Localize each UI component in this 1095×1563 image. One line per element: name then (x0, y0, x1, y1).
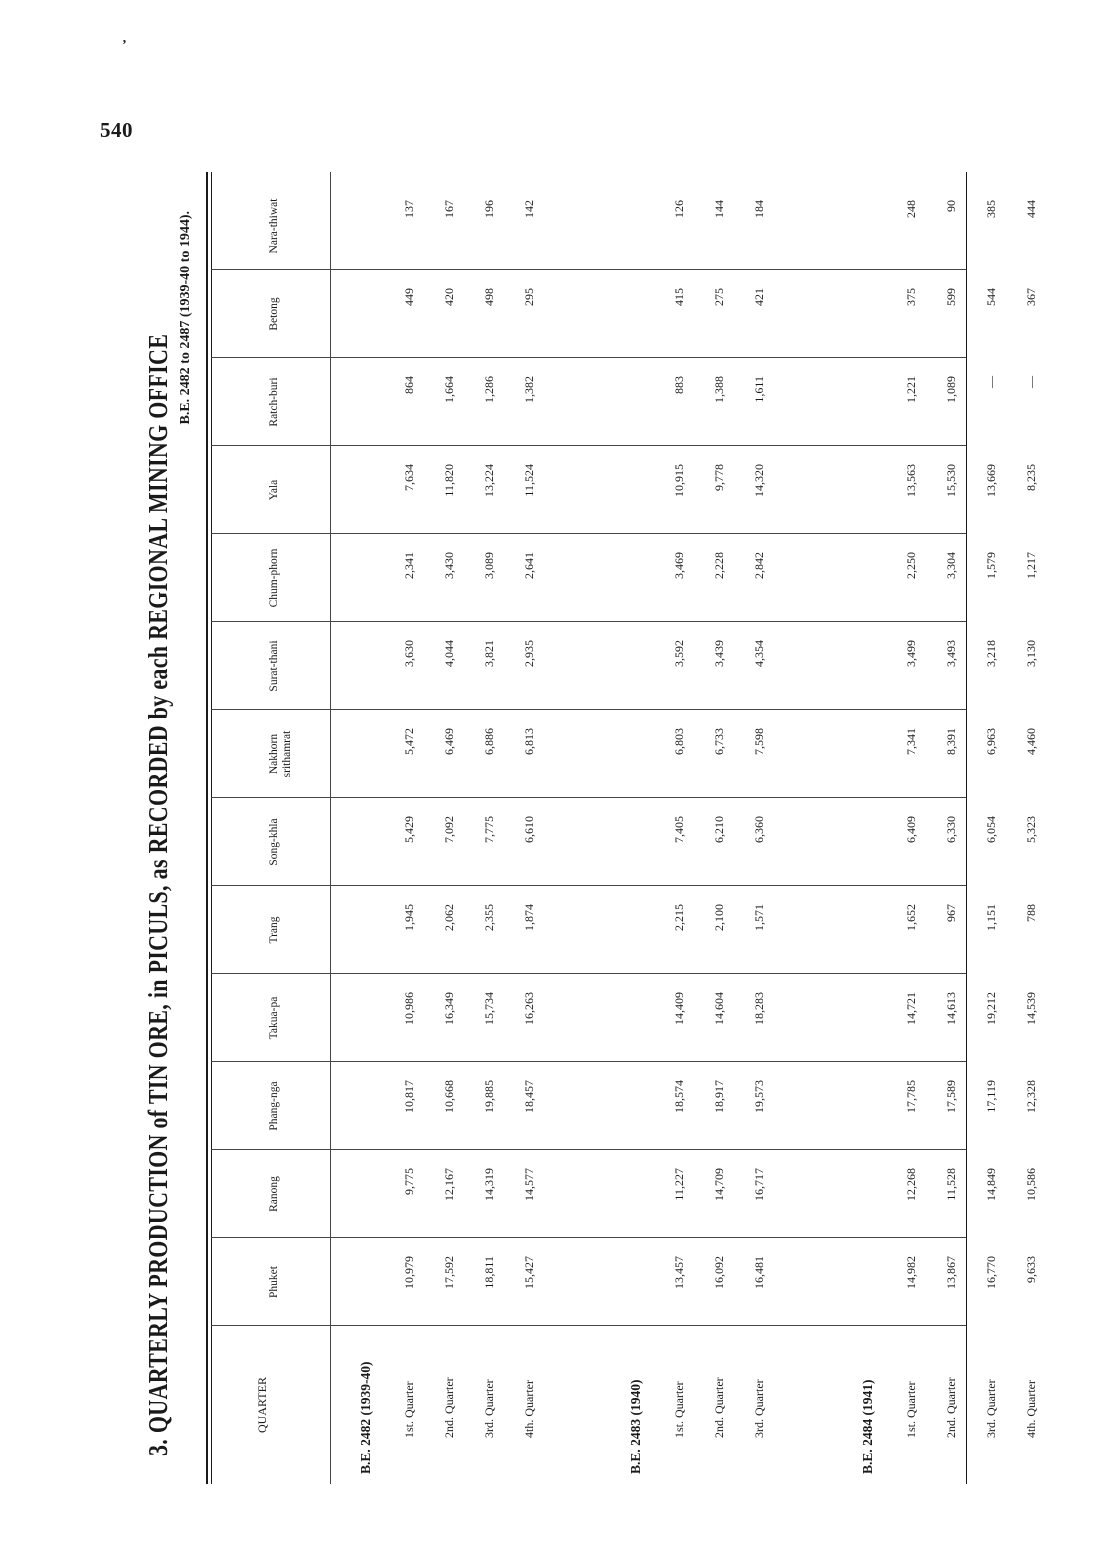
table-cell: 8,235 (1024, 464, 1038, 491)
table-cell: 1,664 (442, 376, 456, 403)
table-cell: 248 (904, 200, 918, 218)
table-cell: 4,460 (1024, 728, 1038, 755)
table-cell: 18,574 (672, 1080, 686, 1113)
table-cell: 544 (984, 288, 998, 306)
table-cell: 13,224 (482, 464, 496, 497)
table-cell: 1,571 (752, 904, 766, 931)
header-rule (330, 172, 331, 1484)
table-cell: 15,530 (944, 464, 958, 497)
table-cell: 16,770 (984, 1256, 998, 1289)
table-cell: 7,775 (482, 816, 496, 843)
table-cell: 18,917 (712, 1080, 726, 1113)
table-cell: 3,469 (672, 552, 686, 579)
table-cell: 3,493 (944, 640, 958, 667)
table-date-range: B.E. 2482 to 2487 (1939-40 to 1944). (178, 211, 193, 425)
table-cell: 1,221 (904, 376, 918, 403)
quarter-label: 1st. Quarter (402, 1381, 416, 1438)
table-cell: 14,409 (672, 992, 686, 1025)
table-cell: 2,062 (442, 904, 456, 931)
table-cell: 3,089 (482, 552, 496, 579)
column-header: Song-khla (268, 818, 280, 866)
table-cell: 295 (522, 288, 536, 306)
table-cell: 17,592 (442, 1256, 456, 1289)
table-cell: 16,717 (752, 1168, 766, 1201)
table-cell: 10,586 (1024, 1168, 1038, 1201)
table-cell: 10,915 (672, 464, 686, 497)
quarter-label: 4th. Quarter (522, 1380, 536, 1438)
table-cell: 18,811 (482, 1256, 496, 1289)
table-cell: 6,360 (752, 816, 766, 843)
column-divider (211, 269, 966, 270)
table-cell: 14,604 (712, 992, 726, 1025)
table-cell: 2,935 (522, 640, 536, 667)
column-divider (211, 445, 966, 446)
table-cell: 184 (752, 200, 766, 218)
table-cell: 7,092 (442, 816, 456, 843)
table-cell: 498 (482, 288, 496, 306)
table-cell: 6,963 (984, 728, 998, 755)
table-cell: 1,945 (402, 904, 416, 931)
table-cell: 13,669 (984, 464, 998, 497)
table-cell: 16,263 (522, 992, 536, 1025)
column-divider (211, 1149, 966, 1150)
table-cell: 18,457 (522, 1080, 536, 1113)
table-cell: — (1024, 376, 1038, 388)
table-cell: 6,886 (482, 728, 496, 755)
column-header: Chum-phorn (268, 548, 280, 608)
column-header: Phang-nga (268, 1081, 280, 1131)
table-cell: 3,130 (1024, 640, 1038, 667)
table-cell: 1,151 (984, 904, 998, 931)
table-cell: 10,986 (402, 992, 416, 1025)
table-cell: 5,323 (1024, 816, 1038, 843)
column-divider (211, 621, 966, 622)
column-divider (211, 357, 966, 358)
quarter-label: 3rd. Quarter (984, 1379, 998, 1438)
table-cell: 1,388 (712, 376, 726, 403)
table-cell: 3,430 (442, 552, 456, 579)
column-header: Nakhorn srithamrat (268, 730, 293, 778)
table-cell: 420 (442, 288, 456, 306)
quarter-label: 3rd. Quarter (752, 1379, 766, 1438)
table-cell: 375 (904, 288, 918, 306)
table-cell: 19,212 (984, 992, 998, 1025)
column-divider (211, 885, 966, 886)
table-cell: 3,218 (984, 640, 998, 667)
table-cell: 4,354 (752, 640, 766, 667)
group-label: B.E. 2483 (1940) (628, 1379, 643, 1474)
table-cell: 11,820 (442, 464, 456, 497)
column-divider (211, 533, 966, 534)
table-cell: 11,524 (522, 464, 536, 497)
table-cell: 6,469 (442, 728, 456, 755)
table-cell: 167 (442, 200, 456, 218)
table-cell: 12,328 (1024, 1080, 1038, 1113)
table-cell: 3,304 (944, 552, 958, 579)
table-cell: 90 (944, 200, 958, 212)
table-cell: 11,528 (944, 1168, 958, 1201)
table-cell: 5,472 (402, 728, 416, 755)
table-cell: 7,405 (672, 816, 686, 843)
table-cell: 9,633 (1024, 1256, 1038, 1283)
column-divider (211, 1237, 966, 1238)
table-cell: 275 (712, 288, 726, 306)
table-cell: 599 (944, 288, 958, 306)
table-cell: 10,979 (402, 1256, 416, 1289)
table-cell: 3,439 (712, 640, 726, 667)
table-cell: 5,429 (402, 816, 416, 843)
column-divider (211, 797, 966, 798)
column-divider (211, 1325, 966, 1326)
table-cell: 19,573 (752, 1080, 766, 1113)
table-cell: 137 (402, 200, 416, 218)
table-cell: 14,849 (984, 1168, 998, 1201)
table-cell: 444 (1024, 200, 1038, 218)
table-cell: 6,733 (712, 728, 726, 755)
table-cell: 2,341 (402, 552, 416, 579)
column-divider (211, 973, 966, 974)
table-cell: 17,785 (904, 1080, 918, 1113)
table-cell: 196 (482, 200, 496, 218)
table-cell: 2,355 (482, 904, 496, 931)
table-cell: 17,589 (944, 1080, 958, 1113)
table-cell: 385 (984, 200, 998, 218)
table-title: 3. QUARTERLY PRODUCTION of TIN ORE, in PICULS, as RECORDED by each REGIONAL MINING OFFICE (142, 333, 174, 1456)
table-cell: 6,054 (984, 816, 998, 843)
column-header: Phuket (268, 1266, 280, 1298)
table-cell: 3,592 (672, 640, 686, 667)
table-cell: 14,577 (522, 1168, 536, 1201)
table-cell: 4,044 (442, 640, 456, 667)
table-cell: 7,341 (904, 728, 918, 755)
table-cell: 367 (1024, 288, 1038, 306)
table-cell: 18,283 (752, 992, 766, 1025)
table-cell: 6,330 (944, 816, 958, 843)
table-cell: 6,210 (712, 816, 726, 843)
quarter-label: 4th. Quarter (1024, 1380, 1038, 1438)
column-header: Betong (268, 297, 280, 331)
table-cell: 9,775 (402, 1168, 416, 1195)
table-cell: 13,563 (904, 464, 918, 497)
column-header: Nara-thiwat (268, 198, 280, 254)
table-cell: 421 (752, 288, 766, 306)
production-table (206, 172, 1038, 1484)
table-cell: 6,813 (522, 728, 536, 755)
column-header: Ratch-buri (268, 377, 280, 427)
column-header: Trang (268, 916, 280, 944)
table-cell: 2,228 (712, 552, 726, 579)
table-cell: 1,611 (752, 376, 766, 403)
quarter-label: 3rd. Quarter (482, 1379, 496, 1438)
table-cell: 1,652 (904, 904, 918, 931)
table-cell: 10,817 (402, 1080, 416, 1113)
table-cell: 10,668 (442, 1080, 456, 1113)
page-number: 540 (100, 118, 133, 142)
table-cell: 1,382 (522, 376, 536, 403)
table-cell: 2,842 (752, 552, 766, 579)
table-cell: 126 (672, 200, 686, 218)
table-cell: 1,089 (944, 376, 958, 403)
table-cell: 19,885 (482, 1080, 496, 1113)
page-mark: ’ (122, 38, 127, 53)
table-cell: 15,734 (482, 992, 496, 1025)
table-cell: 15,427 (522, 1256, 536, 1289)
quarter-label: 1st. Quarter (904, 1381, 918, 1438)
table-cell: 14,982 (904, 1256, 918, 1289)
table-cell: 7,598 (752, 728, 766, 755)
table-cell: 14,539 (1024, 992, 1038, 1025)
table-cell: 12,167 (442, 1168, 456, 1201)
table-cell: 1,874 (522, 904, 536, 931)
table-cell: 16,092 (712, 1256, 726, 1289)
table-cell: 2,100 (712, 904, 726, 931)
group-label: B.E. 2484 (1941) (860, 1379, 875, 1474)
table-cell: 142 (522, 200, 536, 218)
table-cell: 864 (402, 376, 416, 394)
column-header: Surat-thani (268, 640, 280, 692)
table-cell: 3,821 (482, 640, 496, 667)
table-cell: 2,215 (672, 904, 686, 931)
table-cell: 3,499 (904, 640, 918, 667)
column-divider (211, 1061, 966, 1062)
column-header: Takua-pa (268, 996, 280, 1040)
table-cell: 967 (944, 904, 958, 922)
table-cell: 3,630 (402, 640, 416, 667)
table-cell: 11,227 (672, 1168, 686, 1201)
table-cell: 6,409 (904, 816, 918, 843)
table-cell: 1,286 (482, 376, 496, 403)
quarter-label: 1st. Quarter (672, 1381, 686, 1438)
table-cell: 2,641 (522, 552, 536, 579)
table-cell: 6,610 (522, 816, 536, 843)
quarter-column-header: QUARTER (255, 1377, 269, 1433)
quarter-label: 2nd. Quarter (442, 1377, 456, 1438)
quarter-label: 2nd. Quarter (944, 1377, 958, 1438)
table-cell: 16,349 (442, 992, 456, 1025)
table-cell: 144 (712, 200, 726, 218)
table-cell: 2,250 (904, 552, 918, 579)
table-cell: 6,803 (672, 728, 686, 755)
table-cell: 13,867 (944, 1256, 958, 1289)
table-cell: 1,579 (984, 552, 998, 579)
group-label: B.E. 2482 (1939-40) (358, 1361, 373, 1474)
table-cell: 9,778 (712, 464, 726, 491)
table-cell: 1,217 (1024, 552, 1038, 579)
table-cell: 449 (402, 288, 416, 306)
table-cell: — (984, 376, 998, 388)
table-cell: 883 (672, 376, 686, 394)
table-cell: 788 (1024, 904, 1038, 922)
table-cell: 17,119 (984, 1080, 998, 1113)
table-cell: 13,457 (672, 1256, 686, 1289)
column-divider (211, 709, 966, 710)
table-cell: 14,721 (904, 992, 918, 1025)
column-header: Yala (268, 479, 280, 501)
table-cell: 14,320 (752, 464, 766, 497)
rotated-table-page (114, 171, 1038, 1496)
table-cell: 16,481 (752, 1256, 766, 1289)
table-cell: 14,319 (482, 1168, 496, 1201)
quarter-label: 2nd. Quarter (712, 1377, 726, 1438)
table-cell: 7,634 (402, 464, 416, 491)
table-cell: 14,613 (944, 992, 958, 1025)
table-cell: 415 (672, 288, 686, 306)
table-cell: 8,391 (944, 728, 958, 755)
table-cell: 14,709 (712, 1168, 726, 1201)
table-cell: 12,268 (904, 1168, 918, 1201)
column-header: Ranong (268, 1176, 280, 1212)
